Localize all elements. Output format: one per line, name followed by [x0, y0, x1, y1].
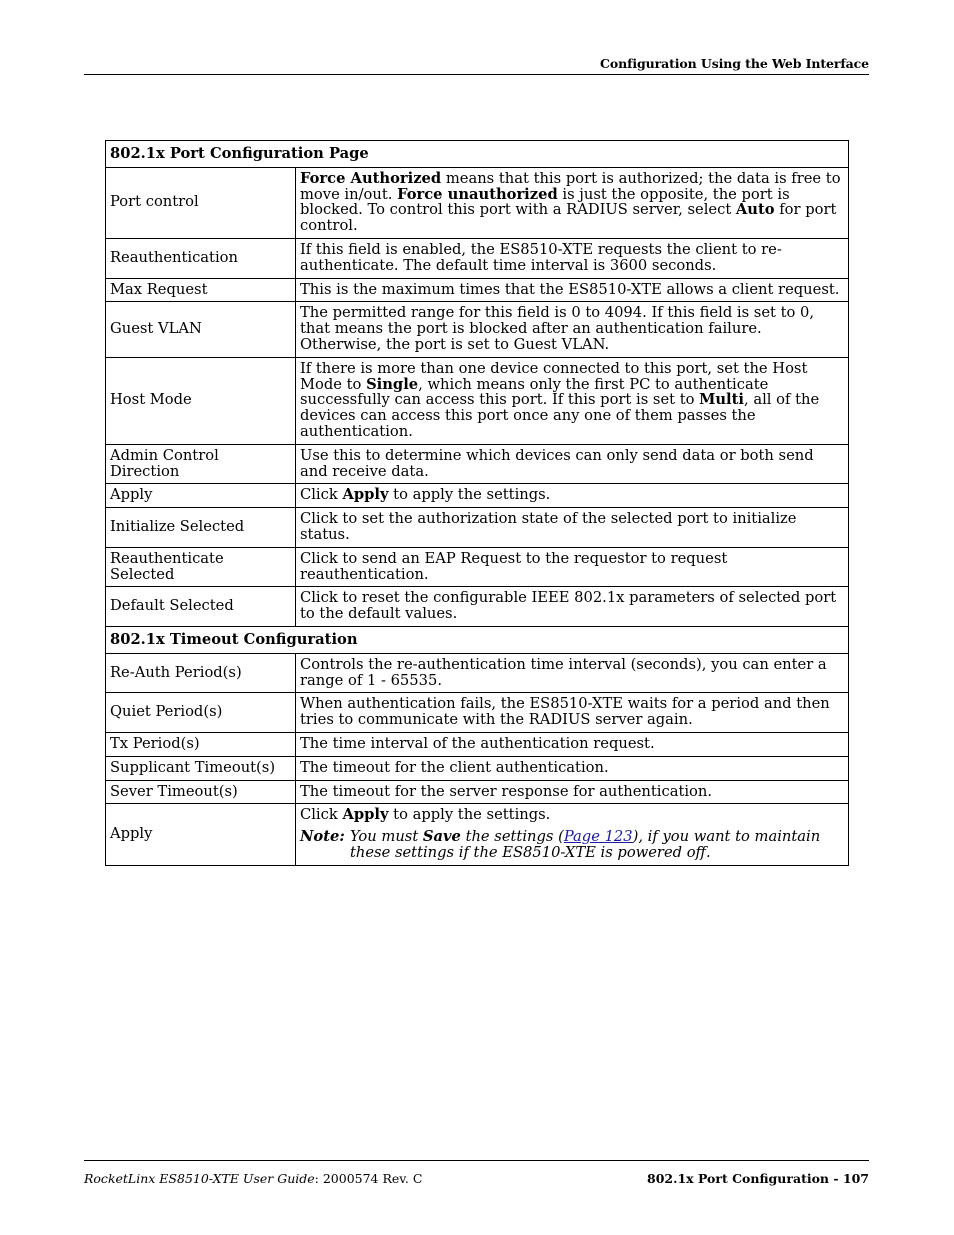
- row-label: Host Mode: [106, 357, 296, 444]
- apply-instruction: [300, 807, 844, 823]
- description-text: Click: [300, 806, 343, 824]
- row-description: [296, 547, 849, 587]
- row-description: [296, 167, 849, 238]
- config-table: [105, 140, 849, 866]
- description-text: Use this to determine which devices can only send data or both send and receive data.: [300, 446, 814, 480]
- description-bold-term: Force Authorized: [300, 169, 442, 187]
- row-label: Reauthentication: [106, 238, 296, 278]
- description-text: to apply the settings.: [388, 486, 551, 504]
- description-bold-term: Apply: [342, 486, 389, 504]
- row-label: Sever Timeout(s): [106, 780, 296, 804]
- description-text: This is the maximum times that the ES8510-XTE allows a client request.: [300, 280, 840, 298]
- table-row: [106, 693, 849, 733]
- description-text: to apply the settings.: [388, 806, 551, 824]
- row-description: [296, 444, 849, 484]
- description-text: If this field is enabled, the ES8510-XTE requests the client to re-authenticate. The default time interval is 3600 seconds.: [300, 240, 782, 274]
- description-bold-term: Force unauthorized: [397, 185, 558, 203]
- row-label: Quiet Period(s): [106, 693, 296, 733]
- row-label: Apply: [106, 484, 296, 508]
- note-bold-term: Save: [422, 828, 461, 846]
- row-description: [296, 484, 849, 508]
- description-text: If there is more than one device connected to this port, set the Host Mode to: [300, 359, 808, 393]
- note-text: ), if you want to maintain these settings if the ES8510-XTE is powered off.: [350, 828, 821, 861]
- description-bold-term: Auto: [735, 201, 775, 219]
- description-bold-term: Multi: [699, 391, 745, 409]
- description-bold-term: Single: [366, 375, 419, 393]
- table-row: [106, 444, 849, 484]
- save-note: [300, 829, 844, 861]
- row-label: Guest VLAN: [106, 302, 296, 357]
- page-header: [84, 55, 869, 75]
- row-label: Default Selected: [106, 587, 296, 627]
- footer-page-label: 802.1x Port Configuration - 107: [647, 1171, 869, 1186]
- row-description: [296, 508, 849, 548]
- table-row: [106, 238, 849, 278]
- table-row: [106, 167, 849, 238]
- description-text: The permitted range for this field is 0 to 4094. If this field is set to 0, that means the port is blocked after an authentication failure. Otherwise, the port is set to Guest VLAN.: [300, 304, 815, 353]
- description-text: , which means only the first PC to authenticate successfully can access this port. If this port is set to: [300, 375, 769, 409]
- table-row: [106, 278, 849, 302]
- row-label: Re-Auth Period(s): [106, 653, 296, 693]
- section-header-row: [106, 141, 849, 168]
- config-table-body: [106, 141, 849, 866]
- table-row: [106, 587, 849, 627]
- description-text: for port control.: [300, 201, 837, 235]
- row-label: Supplicant Timeout(s): [106, 756, 296, 780]
- note-text: You must: [350, 828, 423, 846]
- description-text: is just the opposite, the port is blocked. To control this port with a RADIUS server, select: [300, 185, 790, 219]
- table-row: [106, 653, 849, 693]
- row-description: [296, 756, 849, 780]
- row-label: Max Request: [106, 278, 296, 302]
- row-description: [296, 302, 849, 357]
- description-text: Click to reset the configurable IEEE 802.1x parameters of selected port to the default values.: [300, 589, 837, 623]
- section-title-timeout-config: 802.1x Timeout Configuration: [106, 626, 849, 653]
- row-description: [296, 780, 849, 804]
- table-row: [106, 357, 849, 444]
- row-description: [296, 278, 849, 302]
- table-row: [106, 484, 849, 508]
- description-text: Click: [300, 486, 343, 504]
- footer-guide-title: RocketLinx ES8510-XTE User Guide: [84, 1171, 315, 1186]
- table-row: [106, 302, 849, 357]
- row-label: Initialize Selected: [106, 508, 296, 548]
- row-label: Apply: [106, 804, 296, 865]
- page-reference-link[interactable]: Page 123: [563, 828, 633, 846]
- description-text: When authentication fails, the ES8510-XTE waits for a period and then tries to communicate with the RADIUS server again.: [300, 695, 830, 729]
- row-description: [296, 804, 849, 865]
- footer-guide: [84, 1171, 422, 1186]
- row-description: [296, 653, 849, 693]
- header-title: Configuration Using the Web Interface: [600, 56, 869, 71]
- description-text: Click to send an EAP Request to the requestor to request reauthentication.: [300, 549, 728, 583]
- description-text: means that this port is authorized; the data is free to move in/out.: [300, 169, 841, 203]
- row-description: [296, 732, 849, 756]
- row-label: Port control: [106, 167, 296, 238]
- description-text: The time interval of the authentication request.: [300, 734, 655, 752]
- row-description: [296, 357, 849, 444]
- row-label: Admin Control Direction: [106, 444, 296, 484]
- row-description: [296, 238, 849, 278]
- table-row: [106, 547, 849, 587]
- note-text: the settings (: [460, 828, 564, 846]
- row-description: [296, 693, 849, 733]
- section-header-row: [106, 626, 849, 653]
- table-row: [106, 804, 849, 865]
- row-label: Reauthenticate Selected: [106, 547, 296, 587]
- footer-guide-revision: : 2000574 Rev. C: [314, 1171, 423, 1186]
- table-row: [106, 756, 849, 780]
- row-description: [296, 587, 849, 627]
- table-row: [106, 508, 849, 548]
- section-title-port-config: 802.1x Port Configuration Page: [106, 141, 849, 168]
- description-text: Click to set the authorization state of the selected port to initialize status.: [300, 510, 797, 543]
- table-row: [106, 780, 849, 804]
- note-label: Note:: [300, 828, 345, 846]
- description-text: The timeout for the client authentication.: [300, 758, 609, 776]
- table-row: [106, 732, 849, 756]
- page-footer: [84, 1160, 869, 1191]
- description-text: Controls the re-authentication time interval (seconds), you can enter a range of 1 - 65535.: [300, 655, 827, 689]
- description-text: , all of the devices can access this port once any one of them passes the authentication.: [300, 391, 820, 440]
- description-bold-term: Apply: [342, 806, 389, 824]
- row-label: Tx Period(s): [106, 732, 296, 756]
- description-text: The timeout for the server response for authentication.: [300, 782, 713, 800]
